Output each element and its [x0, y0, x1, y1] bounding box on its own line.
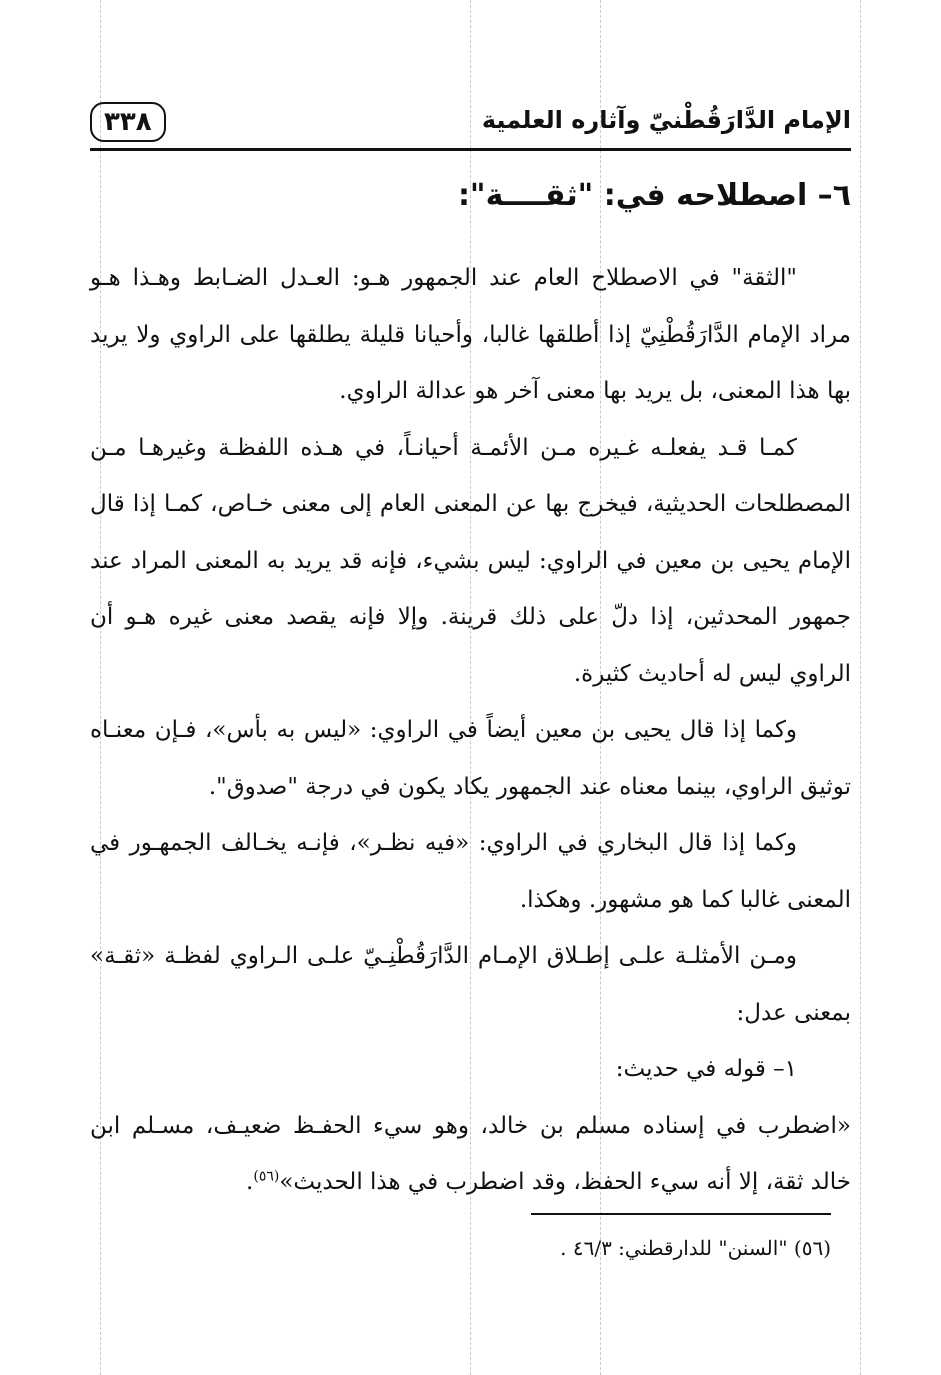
paragraph: وكما إذا قال البخاري في الراوي: «فيه نظـر»، فإنـه يخـالف الجمهـور في المعنى غالبا كما هو مشهور. وهكذا. — [90, 830, 851, 913]
footnote-separator — [531, 1213, 831, 1215]
paragraph: كمـا قـد يفعلـه غـيره مـن الأئمـة أحيانـاً، في هـذه اللفظـة وغيرهـا مـن المصطلحات الحديثية، فيخرج بها عن المعنى العام إلى معنى خـاص، كمـا إذا قال الإمام يحيى بن معين في الراوي: ليس بشيء، فإنه قد يريد به المعنى المراد عند جمهور المحدثين، إذا دلّ على ذلك قرينة. وإلا فإنه يقصد معنى غيره هـو أن الراوي ليس له أحاديث كثيرة. — [90, 434, 851, 687]
paragraph: ١– قوله في حديث: — [615, 1056, 797, 1082]
page-header — [90, 98, 851, 151]
paragraph: وكما إذا قال يحيى بن معين أيضاً في الراوي: «ليس به بأس»، فـإن معنـاه توثيق الراوي، بينما معناه عند الجمهور يكاد يكون في درجة "صدوق". — [90, 717, 851, 800]
footnote-marker: (٥٦) — [253, 1168, 280, 1185]
page-number: ٣٣٨ — [90, 102, 166, 142]
paragraph: ومـن الأمثلـة علـى إطـلاق الإمـام الدَّارَقُطْنِـيّ علـى الـراوي لفظـة «ثقـة» بمعنى عدل: — [90, 943, 851, 1026]
footnote: (٥٦) "السنن" للدارقطني: ٤٦/٣ . — [560, 1236, 831, 1260]
scan-guide-line — [860, 0, 861, 1375]
running-title: الإمام الدَّارَقُطْنيّ وآثاره العلمية — [481, 106, 851, 134]
body-text — [90, 250, 851, 1211]
paragraph: "الثقة" في الاصطلاح العام عند الجمهور هـو: العـدل الضـابط وهـذا هـو مراد الإمام الدَّارَقُطْنِيّ إذا أطلقها غالبا، وأحيانا قليلة يطلقها على الراوي ولا يريد بها هذا المعنى، بل يريد بها معنى آخر هو عدالة الراوي. — [90, 265, 851, 404]
section-title: ٦– اصطلاحه في: "ثقــــة": — [457, 178, 851, 213]
quote-text: «اضطرب في إسناده مسلم بن خالد، وهو سيء الحفـظ ضعيـف، مسـلم ابن خالد ثقة، إلا أنه سيء الحفظ، وقد اضطرب في هذا الحديث» — [90, 1112, 851, 1195]
quote-paragraph: «اضطرب في إسناده مسلم بن خالد، وهو سيء الحفـظ ضعيـف، مسـلم ابن خالد ثقة، إلا أنه سيء الحفظ، وقد اضطرب في هذا الحديث»$^{(٥٦)}$. — [90, 1112, 851, 1195]
